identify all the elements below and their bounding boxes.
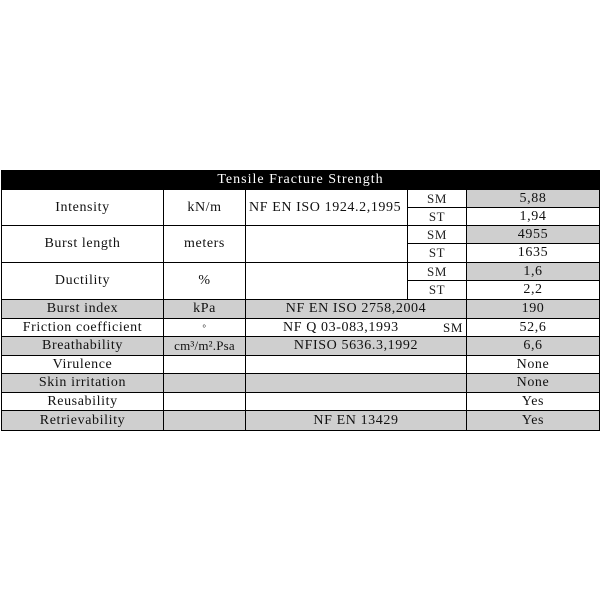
virulence-property: Virulence <box>1 355 164 374</box>
friction-property: Friction coefficient <box>1 318 164 337</box>
skin-irritation-value: None <box>466 373 600 393</box>
burst-length-property: Burst length <box>1 225 164 263</box>
burst-index-property: Burst index <box>1 299 164 319</box>
breathability-property: Breathability <box>1 336 164 356</box>
intensity-sm-label: SM <box>407 189 467 208</box>
friction-value: 52,6 <box>466 318 600 337</box>
burst-length-unit: meters <box>163 225 246 263</box>
retrievability-unit <box>163 410 246 431</box>
skin-irritation-unit <box>163 373 246 393</box>
fracture-strength-table <box>1 170 600 431</box>
intensity-st-label: ST <box>407 207 467 226</box>
breathability-standard: NFISO 5636.3,1992 <box>245 336 467 356</box>
burst-length-standard <box>245 225 408 263</box>
retrievability-value: Yes <box>466 410 600 431</box>
skin-irritation-property: Skin irritation <box>1 373 164 393</box>
reusability-unit <box>163 392 246 411</box>
ductility-sm-value: 1,6 <box>466 262 600 281</box>
burst-index-unit: kPa <box>163 299 246 319</box>
breathability-value: 6,6 <box>466 336 600 356</box>
friction-mode: SM <box>443 320 463 335</box>
virulence-value: None <box>466 355 600 374</box>
burst-length-sm-value: 4955 <box>466 225 600 244</box>
reusability-property: Reusability <box>1 392 164 411</box>
reusability-value: Yes <box>466 392 600 411</box>
table-title: Tensile Fracture Strength <box>1 170 600 189</box>
breathability-unit: cm³/m².Psa <box>163 336 246 356</box>
burst-length-st-value: 1635 <box>466 243 600 263</box>
burst-index-value: 190 <box>466 299 600 319</box>
friction-standard-cell <box>245 318 467 337</box>
intensity-unit: kN/m <box>163 189 246 226</box>
virulence-standard <box>245 355 467 374</box>
burst-length-st-label: ST <box>407 243 467 263</box>
virulence-unit <box>163 355 246 374</box>
intensity-standard: NF EN ISO 1924.2,1995 <box>245 189 408 226</box>
ductility-standard <box>245 262 408 300</box>
ductility-property: Ductility <box>1 262 164 300</box>
intensity-sm-value: 5,88 <box>466 189 600 208</box>
retrievability-property: Retrievability <box>1 410 164 431</box>
ductility-unit: % <box>163 262 246 300</box>
skin-irritation-standard <box>245 373 467 393</box>
intensity-st-value: 1,94 <box>466 207 600 226</box>
ductility-st-label: ST <box>407 280 467 300</box>
ductility-sm-label: SM <box>407 262 467 281</box>
burst-length-sm-label: SM <box>407 225 467 244</box>
intensity-property: Intensity <box>1 189 164 226</box>
retrievability-standard: NF EN 13429 <box>245 410 467 431</box>
friction-unit: ° <box>163 318 246 337</box>
burst-index-standard: NF EN ISO 2758,2004 <box>245 299 467 319</box>
ductility-st-value: 2,2 <box>466 280 600 300</box>
friction-standard: NF Q 03-083,1993 <box>283 320 399 335</box>
reusability-standard <box>245 392 467 411</box>
